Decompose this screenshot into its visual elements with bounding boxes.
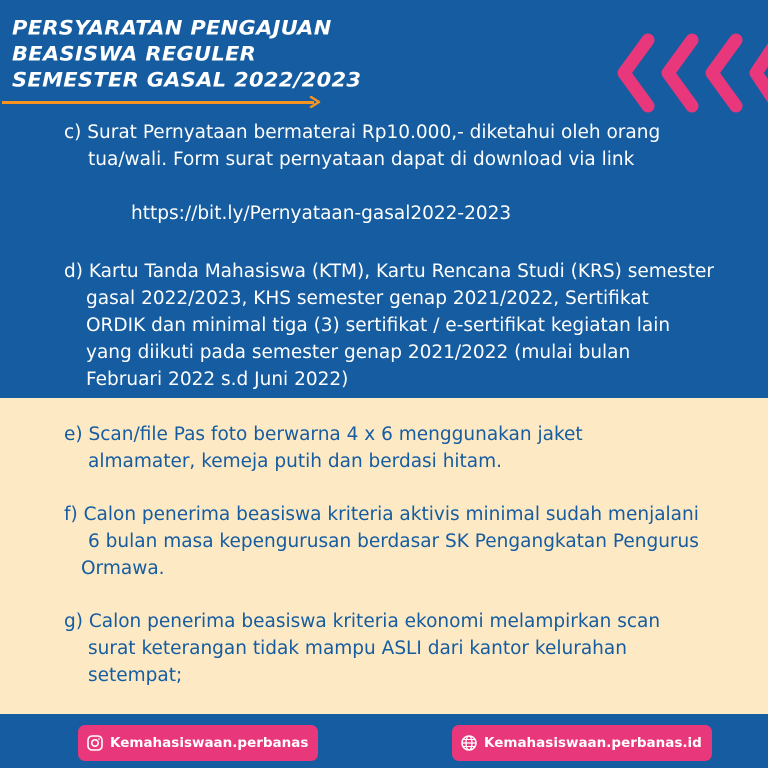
title-underline-arrow: [2, 101, 314, 104]
title-line-1: PERSYARATAN PENGAJUAN: [12, 16, 332, 39]
requirement-e-text: almamater, kemeja putih dan berdasi hitam.: [88, 451, 503, 472]
instagram-icon: [86, 734, 104, 752]
requirement-g-line1: g) Calon penerima beasiswa kriteria ekonomi melampirkan scan: [64, 611, 661, 632]
instagram-handle: Kemahasiswaan.perbanas: [110, 735, 309, 751]
website-badge[interactable]: [452, 725, 712, 761]
form-link[interactable]: https://bit.ly/Pernyataan-gasal2022-2023: [131, 203, 512, 224]
requirement-d-line1: d) Kartu Tanda Mahasiswa (KTM), Kartu Rencana Studi (KRS) semester: [64, 261, 715, 282]
requirement-f-line3: Ormawa.: [81, 558, 165, 579]
requirement-d: [64, 258, 724, 393]
requirement-c: [64, 119, 704, 173]
requirement-g-text: surat keterangan tidak mampu ASLI dari kantor kelurahan setempat;: [88, 638, 627, 686]
website-url: Kemahasiswaan.perbanas.id: [484, 735, 702, 751]
title-line-2: BEASISWA REGULER: [12, 42, 257, 65]
globe-icon: [460, 734, 478, 752]
page-title: [12, 16, 362, 94]
requirement-c-line1: c) Surat Pernyataan bermaterai Rp10.000,- diketahui oleh orang: [64, 122, 661, 143]
requirement-e-line1: e) Scan/file Pas foto berwarna 4 x 6 menggunakan jaket: [64, 424, 583, 445]
requirement-d-text: gasal 2022/2023, KHS semester genap 2021/2022, Sertifikat ORDIK dan minimal tiga (3) sertifikat / e-sertifikat kegiatan lain yang diikuti pada semester genap 2021/2022 (mulai bulan Februari 2022 s.d Juni 2022): [86, 288, 671, 390]
middle-section: [0, 398, 768, 714]
requirement-f-line2: 6 bulan masa kepengurusan berdasar SK Pengangkatan Pengurus: [88, 531, 699, 552]
chevrons-left-icon: [600, 28, 768, 118]
requirement-e: [64, 421, 704, 475]
arrow-right-icon: [309, 96, 321, 108]
instagram-badge[interactable]: [78, 725, 318, 761]
requirement-g: [64, 608, 704, 689]
requirement-f: [64, 501, 754, 582]
requirement-f-line1: f) Calon penerima beasiswa kriteria aktivis minimal sudah menjalani: [64, 504, 699, 525]
title-line-3: SEMESTER GASAL 2022/2023: [12, 68, 362, 91]
requirement-c-text: tua/wali. Form surat pernyataan dapat di download via link: [88, 149, 635, 170]
